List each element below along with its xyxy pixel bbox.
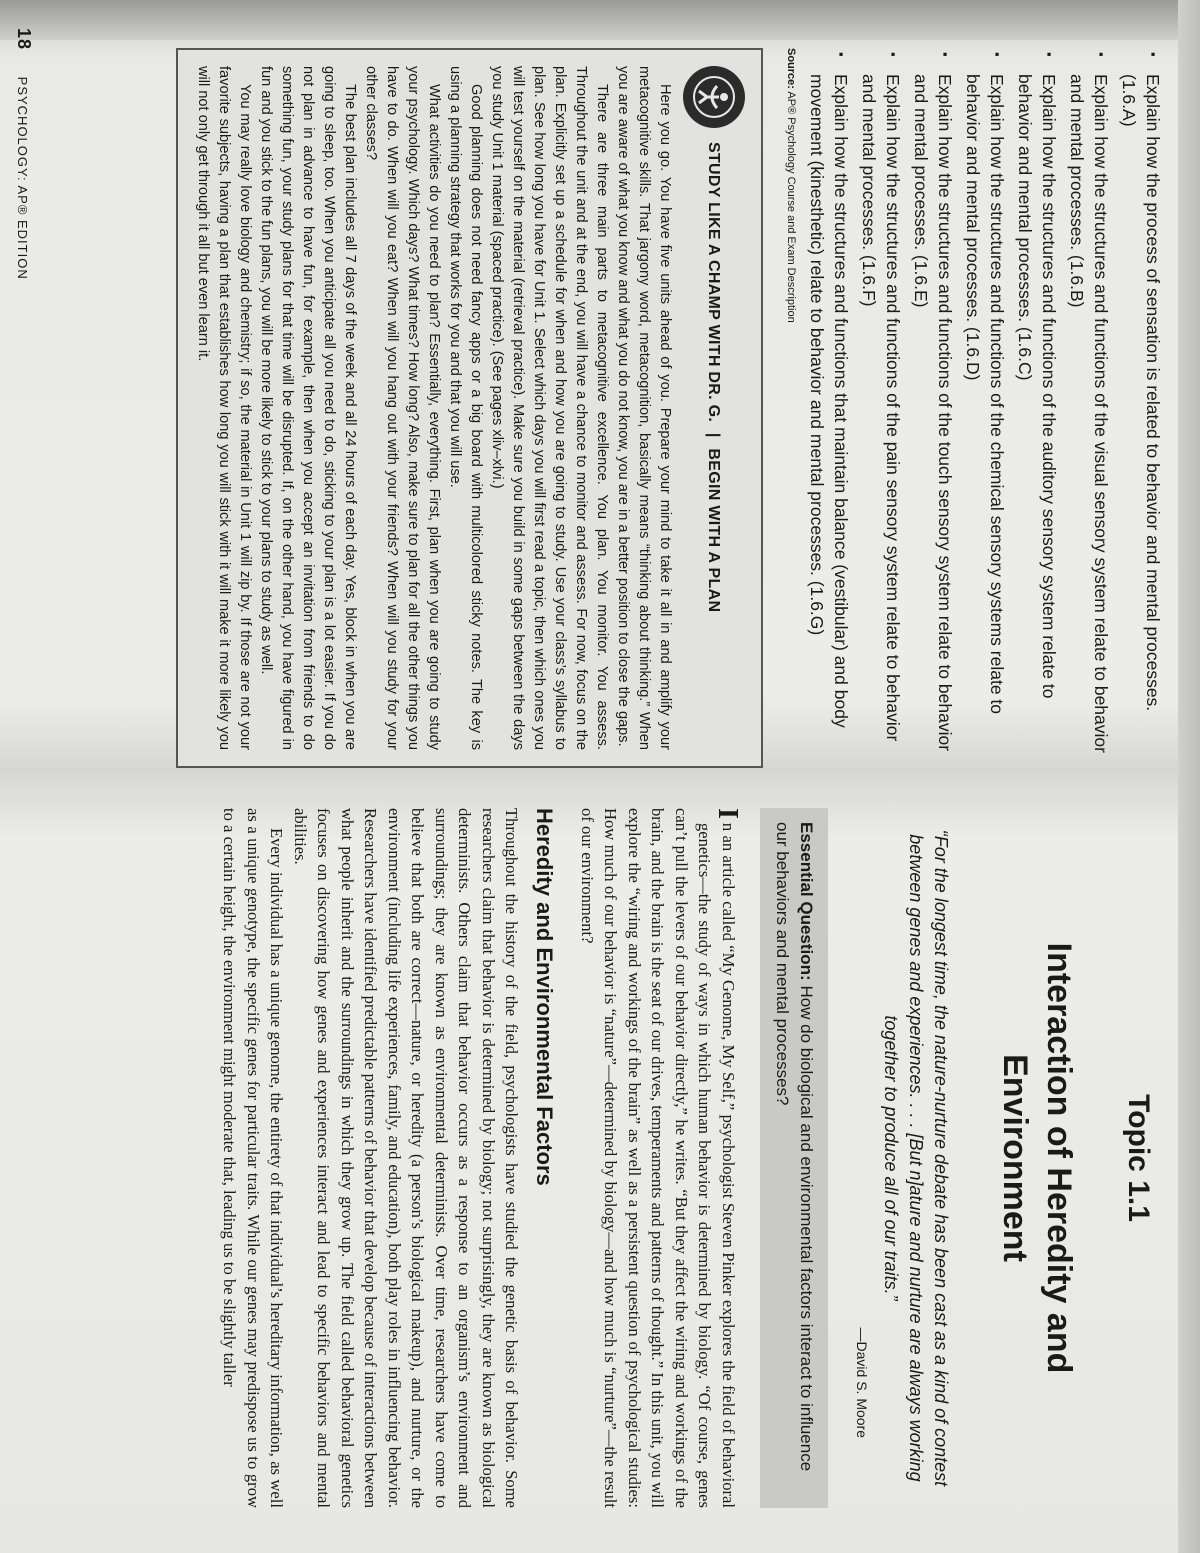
objective-item: ▪ Explain how the structures and functions that maintain balance (vestibular) and body movement (kinesthetic) relate to behavior and mental processes. (1.6.G) (805, 48, 853, 768)
topic-label: Topic 1.1 (1122, 1094, 1155, 1222)
study-title-right: BEGIN WITH A PLAN (705, 448, 723, 613)
objective-item: ▪ Explain how the structures and functions of the chemical sensory systems relate to behavior and mental processes. (1.6.D) (961, 48, 1009, 768)
study-paragraph: Here you go. You have five units ahead of you. Prepare your mind to take it all in and amplify your metacognitive skills. That jargony word, metacognition, basically means “thinking about thinking.” When you are aware of what you know and what you do not know, you are in a better position to close the gaps. (615, 66, 673, 750)
page-footer (13, 28, 34, 280)
section-heading: Heredity and Environmental Factors (532, 808, 558, 1186)
learning-objectives-list (805, 48, 1165, 768)
section-paragraph: Throughout the history of the field, psychologists have studied the genetic basis of behavior. Some researchers claim that behavior is determined by biology; not surprisingly, they are known as biological determinists. Others claim that behavior occurs as a response to an organism’s environment and surroundings; they are known as environmental determinists. Over time, researchers have come to believe that both are correct—nature, or heredity (a person’s biological makeup), and nurture, or the environment (including life experiences, family, and education), both play roles in influencing behavior. Researchers have identified predictable patterns of behavior that develop because of interactions between what people inherit and the surroundings in which they grow up. The field called behavioral genetics focuses on discovering how genes and experiences interact and lead to specific behaviors and mental abilities. (291, 808, 522, 1508)
objective-item: ▪ Explain how the structures and functions of the auditory sensory system relate to behavior and mental processes. (1.6.C) (1013, 48, 1061, 768)
quote-attribution: —David S. Moore (854, 1327, 870, 1438)
drop-cap: I (712, 808, 743, 819)
study-box-header (683, 66, 745, 750)
intro-text: n an article called “My Genome, My Self,” psychologist Steven Pinker explores the field of behavioral genetics—the study of ways in which human behavior is determined by biology. “Of course, genes can’t pull the levers of our behavior directly,” he writes. “But they affect the wiring and workings of the brain, and the brain is the seat of our drives, temperaments and patterns of thought.” In this unit, you will explore the “wiring and workings of the brain” as well as a persistent question of psychological studies: How much of our behavior is “nature”—determined by biology—and how much is “nurture”—the result of our environment? (578, 808, 738, 1508)
running-head: PSYCHOLOGY: AP® EDITION (15, 76, 30, 280)
objective-item: ▪ Explain how the process of sensation is related to behavior and mental processes. (1.6.A) (1117, 48, 1165, 768)
study-paragraph: There are three main parts to metacognitive excellence. You plan. You monitor. You assess. Throughout the unit and at the end, you will have a chance to monitor and assess. For now, focus on the plan. Explicitly set up a schedule for when and how you are going to study. Use your class’s syllabus to plan. See how long you have for Unit 1. Select which days you will first read a topic, then which ones you will test yourself on the material (retrieval practice). Make sure you build in some gaps between the days you study Unit 1 material (spaced practice). (See pages xliv–xlvi.) (489, 66, 610, 750)
objective-item: ▪ Explain how the structures and functions of the visual sensory system relate to behavior and mental processes. (1.6.B) (1065, 48, 1113, 768)
rotated-textbook-spread (15, 28, 1185, 1518)
intro-paragraph (576, 808, 741, 1508)
objective-item: ▪ Explain how the structures and functions of the pain sensory system relate to behavior and mental processes. (1.6.F) (857, 48, 905, 768)
study-paragraph: You may really love biology and chemistry; if so, the material in Unit 1 will zip by. If those are not your favorite subjects, having a plan that establishes how long you will stick with it will make it more likely you will not only get through it all but even learn it. (195, 66, 253, 750)
topic-title (993, 808, 1081, 1508)
left-column (35, 48, 1165, 768)
source-credit (785, 48, 797, 768)
champion-figure-icon (683, 66, 745, 128)
study-paragraph: Good planning does not need fancy apps or a big board with multicolored sticky notes. The key is using a planning strategy that works for you and that you will use. (447, 66, 484, 750)
source-text: AP® Psychology Course and Exam Description (785, 91, 797, 323)
source-label: Source: (785, 48, 797, 89)
essential-question-text: How do biological and environmental factors interact to influence our behaviors and mental processes? (773, 822, 816, 1472)
section-paragraph: Every individual has a unique genome, the entirety of that individual’s hereditary information, as well as a unique genotype, the specific genes for particular traits. While our genes may predispose us to grow to a certain height, the environment might moderate that, leading us to be slightly taller (220, 808, 287, 1508)
study-title-left: STUDY LIKE A CHAMP WITH DR. G. (705, 142, 723, 423)
essential-question-label: Essential Question: (797, 822, 816, 981)
study-title-separator: | (705, 432, 723, 438)
study-paragraph: What activities do you need to plan? Essentially, everything. First, plan when you are going to study your psychology. Which days? What times? How long? Also, make sure to plan for all the other things you have to do. When will you eat? When will you hang out with your friends? When will you study for your other classes? (363, 66, 442, 750)
page-number: 18 (14, 28, 34, 51)
study-like-a-champ-box (176, 48, 763, 768)
topic-title-line2: Environment (996, 1054, 1034, 1262)
topic-title-line1: Interaction of Heredity and (1040, 942, 1078, 1374)
epigraph-quote: “For the longest time, the nature-nurture debate has been cast as a kind of contest between genes and experiences. . . . [But n]ature and nurture are always working together to produce all of our traits.” (881, 829, 951, 1487)
right-column (35, 808, 1165, 1508)
objective-item: ▪ Explain how the structures and functions of the touch sensory system relate to behavior and mental processes. (1.6.E) (909, 48, 957, 768)
essential-question-box (760, 808, 828, 1508)
study-box-title (704, 142, 725, 612)
study-paragraph: The best plan includes all 7 days of the week and all 24 hours of each day. Yes, block in when you are going to sleep, too. When you anticipate all you need to do, sticking to your plan is a lot easier. If you do not plan in advance to have fun, for example, then when you accept an invitation from friends to do something fun, your study plans for that time will be disrupted. If, on the other hand, you have figured in fun and you stick to the fun plans, you will be more likely to stick to your plans to study as well. (258, 66, 358, 750)
